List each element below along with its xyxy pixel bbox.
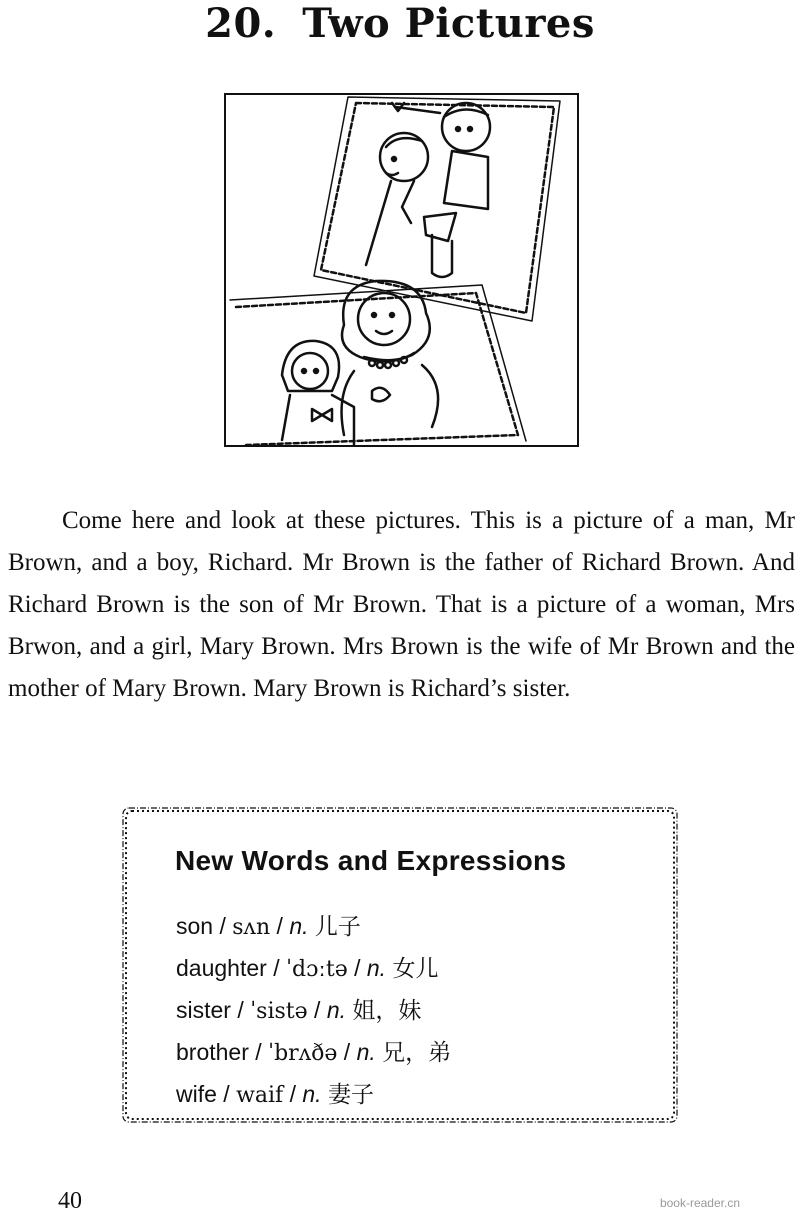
lesson-title-text: Two Pictures <box>302 0 595 47</box>
vocab-meaning: 姐，妹 <box>352 998 422 1024</box>
vocab-item: son / sʌn / n. 儿子 <box>176 913 361 940</box>
story-text <box>8 500 795 710</box>
vocab-item: sister / ˈsistə / n. 姐，妹 <box>176 997 422 1024</box>
mother-daughter-photo <box>230 281 526 445</box>
vocab-pos: n. <box>302 1081 322 1107</box>
page-number: 40 <box>58 1188 82 1214</box>
vocabulary-list <box>176 905 451 1115</box>
vocab-ipa: ˈsistə <box>250 999 308 1024</box>
vocab-word: son <box>176 913 214 939</box>
story-paragraph: Come here and look at these pictures. This is a picture of a man, Mr Brown, and a boy, Richard. Mr Brown is the father of Richard Brown. And Richard Brown is the son of Mr Brown. That is a picture of a woman, Mrs Brwon, and a girl, Mary Brown. Mrs Brown is the wife of Mr Brown and the mother of Mary Brown. Mary Brown is Richard’s sister. <box>8 507 795 702</box>
vocab-item: daughter / ˈdɔːtə / n. 女儿 <box>176 955 439 982</box>
lesson-number: 20. <box>205 0 277 47</box>
vocab-meaning: 兄，弟 <box>382 1040 452 1066</box>
vocab-ipa: ˈdɔːtə <box>285 957 348 982</box>
vocab-pos: n. <box>289 913 309 939</box>
vocab-word: wife <box>176 1081 217 1107</box>
vocabulary-heading: New Words and Expressions <box>175 845 567 876</box>
source-watermark: book-reader.cn <box>659 1196 740 1210</box>
vocab-word: daughter <box>176 955 267 981</box>
vocab-meaning: 女儿 <box>392 956 439 982</box>
vocab-ipa: sʌn <box>232 915 271 940</box>
lesson-title <box>0 0 800 48</box>
vocab-pos: n. <box>366 955 387 981</box>
vocab-item: brother / ˈbrʌðə / n. 兄，弟 <box>176 1039 452 1066</box>
vocab-meaning: 妻子 <box>327 1082 374 1108</box>
family-photos-illustration <box>224 93 579 447</box>
vocabulary-box <box>120 805 680 1125</box>
vocab-pos: n. <box>356 1039 376 1065</box>
vocab-pos: n. <box>326 997 347 1023</box>
vocab-meaning: 儿子 <box>314 914 361 940</box>
vocab-item: wife / waif / n. 妻子 <box>176 1081 374 1108</box>
vocab-ipa: waif <box>236 1083 284 1108</box>
vocab-word: brother <box>176 1039 249 1065</box>
vocab-ipa: ˈbrʌðə <box>268 1041 338 1066</box>
vocab-word: sister <box>176 997 231 1023</box>
